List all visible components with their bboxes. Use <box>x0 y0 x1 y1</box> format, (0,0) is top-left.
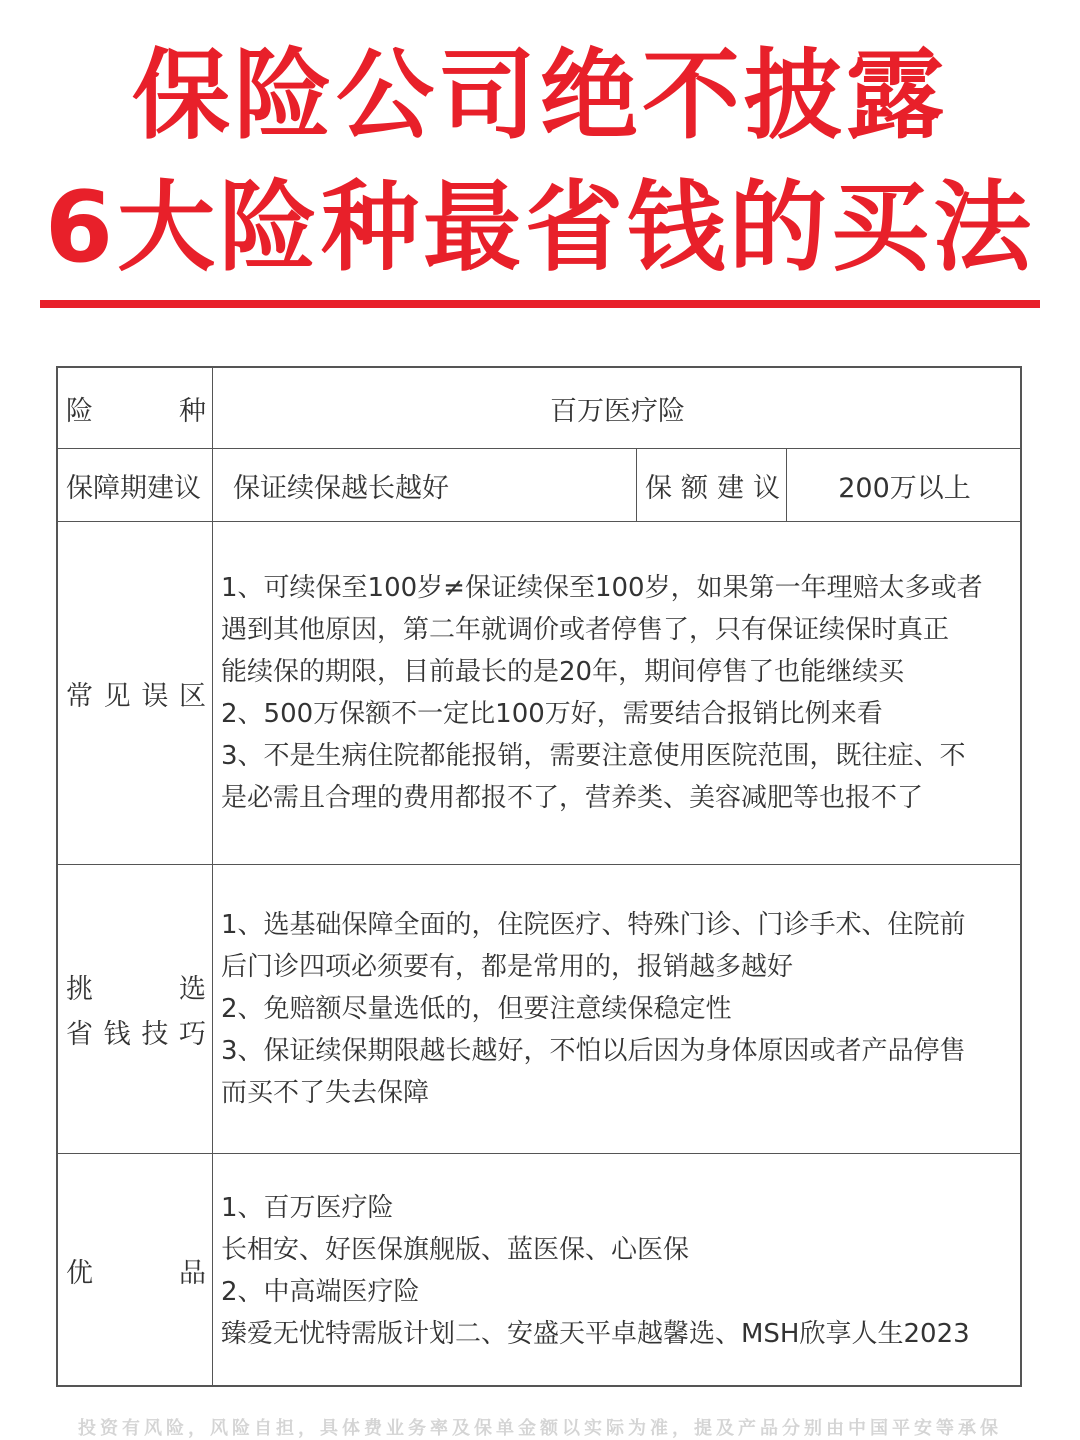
myths-line: 3、不是生病住院都能报销，需要注意使用医院范围，既往症、不 <box>221 741 966 771</box>
tips-line: 2、免赔额尽量选低的，但要注意续保稳定性 <box>221 994 732 1024</box>
label-char: 钱 <box>103 1019 131 1050</box>
label-money-saving-tips <box>58 865 213 1154</box>
label-char: 议 <box>753 472 780 504</box>
value-coverage-amount <box>787 449 1022 522</box>
label-char: 巧 <box>178 1019 206 1050</box>
label-char: 见 <box>103 680 131 712</box>
label-coverage-amount <box>637 449 787 522</box>
disclaimer-footer: 投资有风险，风险自担，具体费业务率及保单金额以实际为准，提及产品分别由中国平安等承保 <box>78 1418 1002 1439</box>
myths-line: 能续保的期限，目前最长的是20年，期间停售了也能继续买 <box>221 657 905 687</box>
value-money-saving-tips <box>213 865 1022 1154</box>
label-char: 挑 <box>66 974 93 1005</box>
label-char: 保 <box>645 472 672 504</box>
label-char: 误 <box>141 680 169 712</box>
label-common-myths <box>58 522 213 865</box>
coverage-period-text: 保证续保越长越好 <box>233 472 449 504</box>
myths-line: 2、500万保额不一定比100万好，需要结合报销比例来看 <box>221 699 883 729</box>
coverage-period-label-text: 保障期建议 <box>66 472 201 504</box>
label-char: 优 <box>66 1258 93 1289</box>
label-char: 区 <box>178 680 206 712</box>
label-char: 常 <box>66 680 93 712</box>
label-insurance-type <box>58 368 213 449</box>
value-common-myths <box>213 522 1022 865</box>
title-line-1: 保险公司绝不披露 <box>131 39 948 153</box>
title-divider <box>40 300 1040 308</box>
tips-line: 1、选基础保障全面的，住院医疗、特殊门诊、门诊手术、住院前 <box>221 910 966 940</box>
label-char: 品 <box>179 1258 206 1289</box>
label-char: 省 <box>66 1019 93 1050</box>
insurance-table <box>56 366 1022 1387</box>
products-line: 长相安、好医保旗舰版、蓝医保、心医保 <box>221 1234 690 1265</box>
title-line-2: 6大险种最省钱的买法 <box>44 171 1036 285</box>
label-char: 种 <box>179 395 206 427</box>
products-line: 1、百万医疗险 <box>221 1192 394 1223</box>
value-coverage-period <box>213 449 637 522</box>
tips-line: 后门诊四项必须要有，都是常用的，报销越多越好 <box>221 952 794 982</box>
value-insurance-type <box>213 368 1022 449</box>
label-char: 选 <box>179 974 206 1005</box>
products-line: 臻爱无忧特需版计划二、安盛天平卓越馨选、MSH欣享人生2023 <box>221 1318 970 1349</box>
myths-line: 1、可续保至100岁≠保证续保至100岁，如果第一年理赔太多或者 <box>221 573 983 603</box>
value-recommended-products <box>213 1154 1022 1387</box>
tips-line: 而买不了失去保障 <box>221 1078 430 1108</box>
myths-line: 遇到其他原因，第二年就调价或者停售了，只有保证续保时真正 <box>221 615 950 645</box>
products-line: 2、中高端医疗险 <box>221 1276 420 1307</box>
label-char: 额 <box>681 472 708 504</box>
label-recommended-products <box>58 1154 213 1387</box>
label-char: 建 <box>717 472 744 504</box>
insurance-type-text: 百万医疗险 <box>550 395 685 427</box>
tips-line: 3、保证续保期限越长越好，不怕以后因为身体原因或者产品停售 <box>221 1036 966 1066</box>
label-char: 技 <box>141 1019 169 1050</box>
coverage-amount-text: 200万以上 <box>838 472 971 504</box>
label-char: 险 <box>66 395 93 427</box>
label-coverage-period <box>58 449 213 522</box>
myths-line: 是必需且合理的费用都报不了，营养类、美容减肥等也报不了 <box>221 783 924 813</box>
